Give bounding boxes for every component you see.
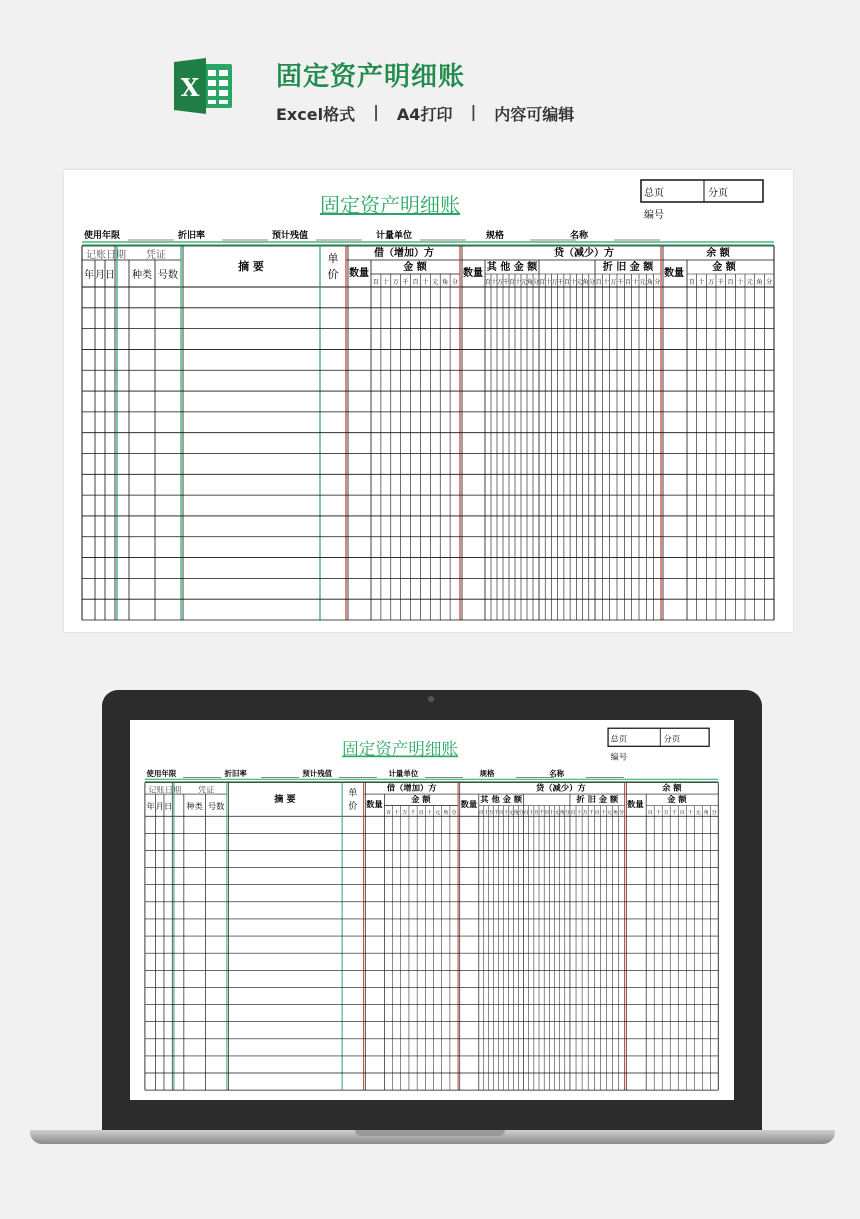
- digit-unit-label: 万: [488, 809, 494, 816]
- digit-unit-label: 分: [532, 279, 540, 286]
- info-label: 名称: [570, 231, 589, 241]
- digit-unit-label: 万: [663, 809, 669, 816]
- digit-unit-label: 千: [671, 809, 677, 816]
- sub-page-label: 分页: [708, 188, 728, 199]
- credit-header: 贷（减少）方: [535, 782, 586, 793]
- digit-unit-label: 百: [624, 279, 632, 286]
- col-quantity: 数量: [627, 799, 644, 810]
- digit-unit-label: 十: [737, 279, 744, 286]
- col-unit-price: 单: [327, 252, 339, 265]
- digit-unit-label: 百: [595, 279, 602, 286]
- digit-unit-label: 千: [502, 279, 510, 286]
- digit-unit-label: 千: [717, 279, 724, 286]
- digit-unit-label: 分: [654, 279, 661, 286]
- digit-unit-label: 万: [533, 809, 539, 816]
- digit-unit-label: 百: [508, 279, 516, 286]
- digit-unit-label: 百: [563, 279, 571, 286]
- total-page-label: 总页: [610, 733, 628, 744]
- digit-unit-label: 百: [688, 279, 695, 286]
- laptop-notch: [355, 1130, 505, 1136]
- balance-header: 余 额: [706, 248, 730, 259]
- digit-unit-label: 分: [766, 279, 773, 286]
- col-amount: 金 额: [667, 794, 687, 805]
- ledger-table: [64, 170, 793, 632]
- laptop-screen: [130, 720, 734, 1100]
- digit-unit-label: 万: [610, 279, 617, 286]
- col-type: 种类: [186, 800, 203, 811]
- feature-format: Excel格式: [276, 105, 356, 124]
- digit-unit-label: 千: [410, 809, 416, 816]
- col-amount: 金 额: [712, 262, 736, 273]
- number-label: 编号: [610, 751, 628, 762]
- digit-unit-label: 角: [526, 279, 534, 286]
- digit-unit-label: 千: [493, 809, 499, 816]
- digit-unit-label: 万: [582, 809, 588, 816]
- col-record-date: 记账日期: [86, 250, 126, 261]
- digit-unit-label: 元: [508, 809, 514, 816]
- credit-header: 贷（减少）方: [554, 248, 614, 259]
- info-label: 规格: [486, 231, 505, 241]
- digit-unit-label: 元: [639, 279, 646, 286]
- col-record-date: 记账日期: [148, 784, 182, 795]
- col-other-amount: 其 他 金 额: [480, 794, 523, 805]
- digit-unit-label: 角: [646, 279, 654, 286]
- col-depreciation-amount: 折 旧 金 额: [576, 794, 619, 805]
- col-unit-price: 价: [348, 801, 358, 812]
- digit-unit-label: 分: [588, 279, 595, 286]
- info-label: 折旧率: [178, 231, 206, 241]
- digit-unit-label: 元: [435, 809, 441, 816]
- feature-print: A4打印: [396, 105, 453, 124]
- col-quantity: 数量: [460, 799, 478, 810]
- info-label: 使用年限: [146, 768, 177, 778]
- digit-unit-label: 千: [539, 809, 545, 816]
- col-other-amount: 其 他 金 额: [486, 262, 538, 273]
- col-quantity: 数量: [664, 268, 684, 279]
- digit-unit-label: 十: [503, 809, 509, 816]
- digit-unit-label: 百: [647, 809, 653, 816]
- page-header: [0, 0, 860, 160]
- col-type: 种类: [132, 270, 152, 281]
- digit-unit-label: 百: [372, 279, 379, 286]
- digit-unit-label: 万: [551, 279, 558, 286]
- digit-unit-label: 十: [687, 809, 693, 816]
- col-depreciation-amount: 折 旧 金 额: [602, 262, 654, 273]
- digit-unit-label: 元: [695, 809, 701, 816]
- ledger-sheet: [64, 170, 793, 632]
- sheet-title: 固定资产明细账: [342, 739, 459, 759]
- digit-unit-label: 角: [756, 279, 763, 286]
- col-quantity: 数量: [349, 268, 369, 279]
- info-label: 计量单位: [388, 768, 419, 778]
- col-voucher: 凭证: [197, 784, 215, 795]
- page-title: 固定资产明细账: [276, 62, 466, 92]
- col-number: 号数: [207, 800, 225, 811]
- digit-unit-label: 十: [514, 279, 522, 286]
- digit-unit-label: 万: [708, 279, 715, 286]
- digit-unit-label: 分: [711, 809, 717, 816]
- ledger-table-preview: [130, 720, 734, 1100]
- digit-unit-label: 千: [588, 809, 594, 816]
- col-unit-price: 价: [327, 268, 339, 281]
- digit-unit-label: 十: [549, 809, 555, 816]
- digit-unit-label: 十: [382, 279, 389, 286]
- number-label: 编号: [644, 210, 664, 221]
- col-quantity: 数量: [366, 799, 383, 810]
- col-summary: 摘 要: [238, 260, 264, 273]
- digit-unit-label: 元: [746, 279, 753, 286]
- digit-unit-label: 十: [422, 279, 429, 286]
- digit-unit-label: 分: [564, 809, 570, 816]
- digit-unit-label: 十: [655, 809, 661, 816]
- digit-unit-label: 十: [528, 809, 534, 816]
- col-unit-price: 单: [348, 788, 358, 799]
- col-amount: 金 额: [403, 262, 427, 273]
- col-month: 月: [95, 270, 105, 281]
- digit-unit-label: 角: [582, 279, 589, 286]
- col-day: 日: [163, 800, 173, 811]
- info-label: 折旧率: [224, 768, 247, 778]
- digit-unit-label: 十: [483, 809, 489, 816]
- info-label: 预计残值: [272, 231, 309, 241]
- digit-unit-label: 千: [557, 279, 564, 286]
- digit-unit-label: 角: [443, 809, 449, 816]
- digit-unit-label: 百: [539, 279, 546, 286]
- debit-header: 借（增加）方: [374, 248, 434, 259]
- digit-unit-label: 百: [484, 279, 492, 286]
- info-label: 预计残值: [302, 768, 333, 778]
- col-quantity: 数量: [463, 268, 483, 279]
- feature-editable: 内容可编辑: [494, 105, 575, 124]
- total-page-label: 总页: [644, 188, 664, 199]
- digit-unit-label: 千: [402, 279, 409, 286]
- digit-unit-label: 万: [392, 279, 399, 286]
- digit-unit-label: 百: [418, 809, 424, 816]
- digit-unit-label: 元: [432, 279, 439, 286]
- digit-unit-label: 角: [703, 809, 709, 816]
- col-voucher: 凭证: [146, 250, 166, 261]
- digit-unit-label: 元: [606, 809, 612, 816]
- digit-unit-label: 十: [602, 279, 610, 286]
- digit-unit-label: 十: [576, 809, 582, 816]
- digit-unit-label: 百: [679, 809, 685, 816]
- digit-unit-label: 元: [520, 279, 528, 286]
- digit-unit-label: 十: [490, 279, 498, 286]
- feature-list: [276, 102, 574, 125]
- info-label: 名称: [549, 768, 565, 778]
- info-label: 使用年限: [84, 231, 121, 241]
- digit-unit-label: 百: [727, 279, 734, 286]
- digit-unit-label: 百: [478, 809, 484, 816]
- digit-unit-label: 十: [570, 279, 577, 286]
- digit-unit-label: 百: [498, 809, 504, 816]
- digit-unit-label: 万: [496, 279, 504, 286]
- sub-page-label: 分页: [663, 733, 681, 744]
- digit-unit-label: 百: [412, 279, 419, 286]
- digit-unit-label: 万: [402, 809, 408, 816]
- info-label: 计量单位: [376, 231, 413, 241]
- digit-unit-label: 百: [594, 809, 600, 816]
- digit-unit-label: 十: [632, 279, 639, 286]
- col-number: 号数: [158, 270, 178, 281]
- digit-unit-label: 分: [452, 279, 459, 286]
- digit-unit-label: 千: [617, 279, 624, 286]
- separator: |: [373, 102, 379, 121]
- sheet-title: 固定资产明细账: [320, 193, 460, 217]
- digit-unit-label: 百: [523, 809, 529, 816]
- digit-unit-label: 百: [570, 809, 576, 816]
- digit-unit-label: 分: [451, 809, 457, 816]
- col-day: 日: [105, 270, 115, 281]
- debit-header: 借（增加）方: [386, 782, 437, 793]
- digit-unit-label: 分: [518, 809, 524, 816]
- digit-unit-label: 百: [385, 809, 391, 816]
- digit-unit-label: 角: [613, 809, 618, 816]
- digit-unit-label: 十: [698, 279, 705, 286]
- col-amount: 金 额: [411, 794, 431, 805]
- camera-icon: [428, 696, 434, 702]
- logo-letter: X: [180, 73, 200, 102]
- col-month: 月: [155, 800, 164, 811]
- balance-header: 余 额: [662, 782, 682, 793]
- digit-unit-label: 十: [600, 809, 606, 816]
- col-year: 年: [146, 800, 155, 811]
- digit-unit-label: 元: [554, 809, 560, 816]
- digit-unit-label: 十: [545, 279, 552, 286]
- digit-unit-label: 百: [544, 809, 550, 816]
- col-year: 年: [84, 270, 94, 281]
- digit-unit-label: 角: [559, 809, 565, 816]
- digit-unit-label: 十: [394, 809, 400, 816]
- excel-logo-icon: [172, 56, 234, 116]
- laptop-mockup: [30, 690, 835, 1160]
- digit-unit-label: 十: [426, 809, 432, 816]
- info-label: 规格: [479, 768, 495, 778]
- digit-unit-label: 分: [619, 809, 625, 816]
- digit-unit-label: 角: [442, 279, 449, 286]
- digit-unit-label: 元: [576, 279, 583, 286]
- digit-unit-label: 角: [513, 809, 519, 816]
- col-summary: 摘 要: [274, 794, 296, 806]
- separator: |: [470, 102, 477, 121]
